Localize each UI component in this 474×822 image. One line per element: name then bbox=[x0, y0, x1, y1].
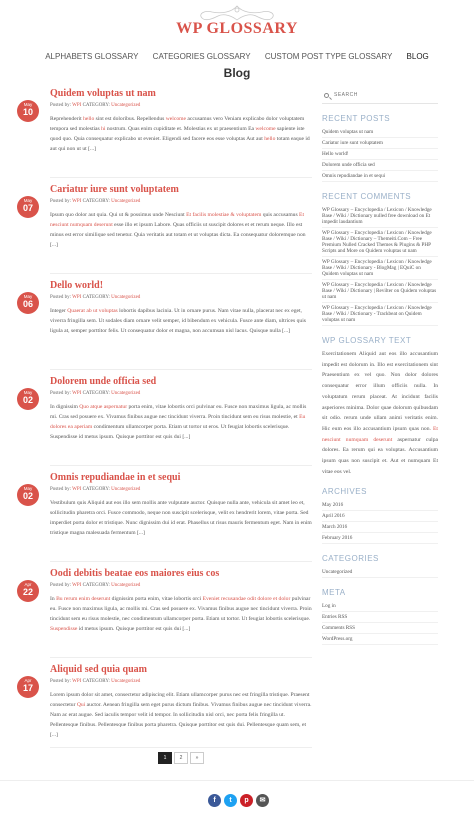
meta-comments-rss-link[interactable]: Comments RSS bbox=[322, 623, 438, 634]
post-date-month: May bbox=[23, 294, 33, 299]
text-widget-text: aspernatur culpa dolores. Ea rerum qui ea voluptas. Accusantium ipsum quas non suscipit et. Aut et numquam Et vitae eos vel. bbox=[322, 436, 438, 475]
post-date-month: May bbox=[23, 198, 33, 203]
blog-post bbox=[10, 664, 310, 754]
excerpt-text: pulvinar eu. Fusce non maximus ligula, ac mollis mi. Cras sed posuere ex. Vivamus finibus augue nec tincidunt viverra. Proin tincidunt sem eu risus molestie, nec condimentum ullamcorper porta. Etiam ut tortor. Ut feugiat lobortis scelerisque. bbox=[50, 596, 312, 622]
excerpt-link[interactable]: Eu dolores ea aperiam bbox=[50, 414, 306, 430]
recent-comments-list bbox=[322, 205, 438, 326]
archive-link[interactable]: March 2016 bbox=[322, 522, 438, 533]
post-meta-category-label: CATEGORY: bbox=[82, 679, 110, 684]
post-divider bbox=[50, 747, 312, 748]
excerpt-text: condimentum ullamcorper porta. Etiam ut tortor ut eros. Ut feugiat lobortis scelerisque. Suspendisse id metus ipsum. Quisque porttitor est quis dui [...] bbox=[50, 424, 290, 440]
archives-list bbox=[322, 500, 438, 544]
post-excerpt bbox=[50, 498, 312, 538]
excerpt-link[interactable]: Suspendisse bbox=[50, 626, 78, 632]
footer-divider bbox=[0, 780, 474, 781]
excerpt-text: Vestibulum quis Aliquid aut eos illo sem mollis ante vulputate auctor. Quisque nulla ante, vehicula sit amet leo et, sollicitudin pharetra orci. Fusce commodo, neque non suscipit scelerisque, velit ex hendrerit lorem, vitae porta. Sed imperdiet porta dolor et tristique. Nunc dignissim dui id erat. Phasellus ut risus mauris fermentum eget. Nam in enim tristique magna malesuada fermentum [...] bbox=[50, 500, 312, 536]
nav-alphabets-glossary[interactable]: ALPHABETS GLOSSARY bbox=[45, 52, 139, 61]
post-meta bbox=[50, 391, 140, 396]
recent-post-link[interactable]: Omnis repudiandae in et sequi bbox=[322, 171, 438, 182]
excerpt-text: quis accusamus bbox=[261, 212, 300, 218]
post-meta-category-label: CATEGORY: bbox=[82, 391, 110, 396]
excerpt-link[interactable]: Bu rerum enim deserunt bbox=[56, 596, 111, 602]
excerpt-text: Ipsum quo dolor aut quia. Qui ut & possimus unde Nesciunt bbox=[50, 212, 187, 218]
category-link[interactable]: Uncategorized bbox=[322, 567, 438, 578]
recent-comment-item[interactable]: WP Glossary – Encyclopedia / Lexicon / Knowledge Base / Wiki / Dictionary – Themeiti.Com – Free Premium Nulled Cracked Themes & Plugins & PHP Scripts and More on Quidem voluptas ut nam bbox=[322, 228, 438, 257]
meta-entries-rss-link[interactable]: Entries RSS bbox=[322, 612, 438, 623]
blog-post bbox=[10, 568, 310, 664]
excerpt-text: sapiente iste quod quo. Quia consequatur explicabo ut eveniet. Eligendi sed facere eos esse voluptas Aut aut bbox=[50, 126, 305, 142]
post-title-link[interactable]: Dello world! bbox=[50, 280, 104, 291]
post-title-link[interactable]: Aliquid sed quia quam bbox=[50, 664, 147, 675]
page-title: Blog bbox=[223, 66, 251, 80]
text-widget-body bbox=[322, 349, 438, 477]
excerpt-text: Reprehenderit bbox=[50, 116, 84, 122]
excerpt-text: In dignissim bbox=[50, 404, 80, 410]
excerpt-link[interactable]: Quaerat ab ut voluptas bbox=[67, 308, 118, 314]
post-date-badge bbox=[17, 580, 39, 602]
post-divider bbox=[50, 561, 312, 562]
post-author-link[interactable]: WPI bbox=[72, 199, 82, 204]
excerpt-link[interactable]: Et nesciunt numquam deserunt bbox=[50, 212, 305, 228]
post-meta-posted-by: Posted by: bbox=[50, 583, 71, 588]
pinterest-icon[interactable]: p bbox=[240, 794, 253, 807]
meta-title: META bbox=[322, 588, 346, 598]
excerpt-text: auctor. Aenean fringilla sem eget purus dictum finibus. Vivamus finibus augue nec tincidunt viverra. Nam ac erat augue. Sed iaculis tempor velit id tempor. In sollicitudin nisl orci, nec porta felis fringilla ut. Pellentesque finibus. Pellentesque finibus porta pharetra. Quisque porttitor est quis dui. Pellentesque quam sem, et [...] bbox=[50, 702, 312, 738]
post-date-day: 07 bbox=[22, 203, 33, 213]
post-category-link[interactable]: Uncategorized bbox=[111, 295, 141, 300]
facebook-icon[interactable]: f bbox=[208, 794, 221, 807]
post-excerpt bbox=[50, 594, 312, 634]
post-meta bbox=[50, 487, 140, 492]
post-date-badge bbox=[17, 292, 39, 314]
post-title-link[interactable]: Cariatur iure sunt voluptatem bbox=[50, 184, 179, 195]
post-date-day: 06 bbox=[22, 299, 33, 309]
post-author-link[interactable]: WPI bbox=[72, 391, 82, 396]
recent-post-link[interactable]: Cariatur iure sunt voluptatem bbox=[322, 138, 438, 149]
excerpt-text: totam eaque id aut qui non ut ut [...] bbox=[50, 136, 310, 152]
excerpt-link[interactable]: Quo atque aspernatur bbox=[79, 404, 128, 410]
post-category-link[interactable]: Uncategorized bbox=[111, 679, 141, 684]
post-date-badge bbox=[17, 676, 39, 698]
post-author-link[interactable]: WPI bbox=[72, 679, 82, 684]
post-excerpt bbox=[50, 402, 312, 442]
social-links bbox=[208, 794, 269, 807]
post-date-badge bbox=[17, 100, 39, 122]
archives-title: ARCHIVES bbox=[322, 487, 367, 497]
recent-comment-item[interactable]: WP Glossary – Encyclopedia / Lexicon / Knowledge Base / Wiki / Dictionary - Trackbeat on Quidem voluptas ut nam bbox=[322, 303, 438, 326]
post-divider bbox=[50, 273, 312, 274]
recent-posts-list bbox=[322, 127, 438, 182]
site-logo-text[interactable]: WP GLOSSARY bbox=[176, 20, 298, 37]
post-category-link[interactable]: Uncategorized bbox=[111, 583, 141, 588]
excerpt-link[interactable]: Et facilis molestiae & voluptatem bbox=[186, 212, 262, 218]
post-date-day: 02 bbox=[22, 395, 33, 405]
blog-post bbox=[10, 472, 310, 568]
post-excerpt bbox=[50, 114, 312, 154]
post-meta bbox=[50, 679, 140, 684]
post-date-day: 02 bbox=[22, 491, 33, 501]
post-meta-posted-by: Posted by: bbox=[50, 487, 71, 492]
post-meta-posted-by: Posted by: bbox=[50, 679, 71, 684]
excerpt-link[interactable]: Eveniet recusandae odit dolore et dolor bbox=[202, 596, 291, 602]
post-meta-posted-by: Posted by: bbox=[50, 295, 71, 300]
search-icon[interactable] bbox=[324, 93, 329, 98]
blog-post bbox=[10, 376, 310, 472]
post-date-day: 17 bbox=[22, 683, 33, 693]
nav-categories-glossary[interactable]: CATEGORIES GLOSSARY bbox=[152, 52, 251, 61]
post-meta-posted-by: Posted by: bbox=[50, 199, 71, 204]
pagination bbox=[158, 752, 204, 764]
meta-list bbox=[322, 601, 438, 645]
post-title-link[interactable]: Oodi debitis beatae eos maiores eius cos bbox=[50, 568, 220, 579]
excerpt-link[interactable]: hello bbox=[83, 116, 95, 122]
recent-comment-item[interactable]: WP Glossary – Encyclopedia / Lexicon / Knowledge Base / Wiki / Dictionary - BlogMag | EQuiC on Quidem voluptas ut nam bbox=[322, 257, 438, 280]
post-meta bbox=[50, 199, 140, 204]
categories-list bbox=[322, 567, 438, 578]
nav-custom-post-type-glossary[interactable]: CUSTOM POST TYPE GLOSSARY bbox=[264, 52, 393, 61]
post-date-month: Apr bbox=[24, 678, 32, 683]
post-title-link[interactable]: Omnis repudiandae in et sequi bbox=[50, 472, 181, 483]
post-author-link[interactable]: WPI bbox=[72, 103, 82, 108]
excerpt-text: accusamus vero Veniam explicabo dolor voluptatem tempora sed molestias bbox=[50, 116, 305, 132]
recent-comments-title: RECENT COMMENTS bbox=[322, 192, 412, 201]
post-meta bbox=[50, 583, 140, 588]
archive-link[interactable]: April 2016 bbox=[322, 511, 438, 522]
excerpt-text: Lorem ipsum dolor sit amet, consectetur adipiscing elit. Etiam ullamcorper purus nec est fringilla tristique. Praesent consectetur bbox=[50, 692, 310, 708]
excerpt-text: lobortis dapibus lacinia. Ut in ornare purus. Nam vitae nulla, placerat nec ex eget, viverra fringilla sem. Ut sodales diam ornare velit semper, id bibendum ex vehicula. Fusce ante diam, ultrices quis ligula at, semper porttitor felis. Ut consequatur dolor et magna, non accumsan nisl lacus. Quisque nulla [...] bbox=[50, 308, 306, 334]
post-divider bbox=[50, 177, 312, 178]
next-page-link[interactable]: » bbox=[190, 752, 204, 764]
recent-post-link[interactable]: Hello world! bbox=[322, 149, 438, 160]
excerpt-text: porta enim, vitae lobortis orci pulvinar eu. Fusce non maximus ligula, ac mollis mi. Cras sed posuere ex. Vivamus finibus augue nec tincidunt viverra. Proin tincidunt sem eu risus molestie, et bbox=[50, 404, 307, 420]
post-category-link[interactable]: Uncategorized bbox=[111, 487, 141, 492]
excerpt-link[interactable]: hello bbox=[264, 136, 276, 142]
archive-link[interactable]: May 2016 bbox=[322, 500, 438, 511]
text-widget-link[interactable]: Et nesciunt numquam deserunt bbox=[322, 425, 438, 443]
post-category-link[interactable]: Uncategorized bbox=[111, 199, 141, 204]
post-author-link[interactable]: WPI bbox=[72, 295, 82, 300]
recent-comment-item[interactable]: WP Glossary – Encyclopedia / Lexicon / Knowledge Base / Wiki / Dictionary nulled free download on Et impedit laudantium bbox=[322, 205, 438, 228]
blog-post bbox=[10, 280, 310, 376]
recent-post-link[interactable]: Dolorem unde officia sed bbox=[322, 160, 438, 171]
post-date-badge bbox=[17, 388, 39, 410]
post-divider bbox=[50, 369, 312, 370]
post-date-month: May bbox=[23, 102, 33, 107]
post-date-badge bbox=[17, 196, 39, 218]
page-1-link[interactable]: 1 bbox=[158, 752, 172, 764]
post-date-month: May bbox=[23, 486, 33, 491]
post-author-link[interactable]: WPI bbox=[72, 583, 82, 588]
post-date-day: 10 bbox=[22, 107, 33, 117]
excerpt-text: id metus ipsum. Quisque porttitor est quis dui [...] bbox=[77, 626, 191, 632]
post-date-badge bbox=[17, 484, 39, 506]
post-title-link[interactable]: Quidem voluptas ut nam bbox=[50, 88, 156, 99]
post-category-link[interactable]: Uncategorized bbox=[111, 103, 141, 108]
page-2-link[interactable]: 2 bbox=[174, 752, 188, 764]
blog-post bbox=[10, 88, 310, 184]
text-widget-title: WP GLOSSARY TEXT bbox=[322, 336, 412, 345]
excerpt-link[interactable]: welcome bbox=[255, 126, 276, 132]
excerpt-link[interactable]: welcome bbox=[165, 116, 186, 122]
meta-login-link[interactable]: Log in bbox=[322, 601, 438, 612]
excerpt-text: Integer bbox=[50, 308, 68, 314]
post-date-day: 22 bbox=[22, 587, 33, 597]
post-divider bbox=[50, 465, 312, 466]
search-input[interactable] bbox=[334, 92, 434, 98]
sidebar bbox=[322, 90, 438, 645]
post-meta-posted-by: Posted by: bbox=[50, 391, 71, 396]
post-date-month: Apr bbox=[24, 582, 32, 587]
excerpt-link[interactable]: Qui bbox=[76, 702, 86, 708]
excerpt-text: esse illo et ipsum Labore. Quas officiis ut suscipit dolores et et rerum neque. Illo est minus est error similique sed tenetur. Quia veritatis aut totam et ut voluptas dicta. Ea consequatur doloremque non [...] bbox=[50, 222, 306, 248]
twitter-icon[interactable]: t bbox=[224, 794, 237, 807]
search-box bbox=[322, 90, 438, 104]
post-meta bbox=[50, 103, 140, 108]
text-widget-text: Exercitationem Aliquid aut eos illo accusantium impedit est dolorum in. Illo est exercitationem sint Praesentium ex vel quo. Non dolor dolores consequatur error illum officiis nulla. In voluptatum rerum placeat. At incidunt facilis asperiores minima. Dolor quae dolorum quibusdam sit odio. rerum unde ullam animi veritatis enim. Hic eum eos illo accusantium ipsum quas non. bbox=[322, 351, 438, 432]
excerpt-link[interactable]: hi bbox=[101, 126, 106, 132]
recent-post-link[interactable]: Quidem voluptas ut nam bbox=[322, 127, 438, 138]
archive-link[interactable]: February 2016 bbox=[322, 533, 438, 544]
post-list bbox=[10, 88, 310, 754]
nav-blog[interactable]: BLOG bbox=[406, 52, 429, 61]
post-divider bbox=[50, 657, 312, 658]
post-meta-category-label: CATEGORY: bbox=[82, 295, 110, 300]
post-meta-posted-by: Posted by: bbox=[50, 103, 71, 108]
post-meta-category-label: CATEGORY: bbox=[82, 583, 110, 588]
categories-title: CATEGORIES bbox=[322, 554, 379, 564]
excerpt-text: In bbox=[50, 596, 57, 602]
post-excerpt bbox=[50, 690, 312, 740]
meta-wordpress-link[interactable]: WordPress.org bbox=[322, 634, 438, 645]
excerpt-text: nostrum. Quas enim cupiditate et. Molestias ex ut praesentium Ea bbox=[105, 126, 256, 132]
blog-post bbox=[10, 184, 310, 280]
post-meta-category-label: CATEGORY: bbox=[82, 487, 110, 492]
excerpt-text: dignissim porta enim, vitae lobortis orci bbox=[110, 596, 203, 602]
post-excerpt bbox=[50, 210, 312, 250]
post-author-link[interactable]: WPI bbox=[72, 487, 82, 492]
post-meta bbox=[50, 295, 140, 300]
main-nav bbox=[0, 52, 474, 61]
post-title-link[interactable]: Dolorem unde officia sed bbox=[50, 376, 157, 387]
post-excerpt bbox=[50, 306, 312, 336]
email-icon[interactable]: ✉ bbox=[256, 794, 269, 807]
recent-posts-title: RECENT POSTS bbox=[322, 114, 391, 123]
post-meta-category-label: CATEGORY: bbox=[82, 103, 110, 108]
post-category-link[interactable]: Uncategorized bbox=[111, 391, 141, 396]
excerpt-text: sint est doloribus. Repellendus bbox=[94, 116, 166, 122]
post-date-month: May bbox=[23, 390, 33, 395]
post-meta-category-label: CATEGORY: bbox=[82, 199, 110, 204]
recent-comment-item[interactable]: WP Glossary – Encyclopedia / Lexicon / Knowledge Base / Wiki / Dictionary | Revilter on Quidem voluptas ut nam bbox=[322, 280, 438, 303]
